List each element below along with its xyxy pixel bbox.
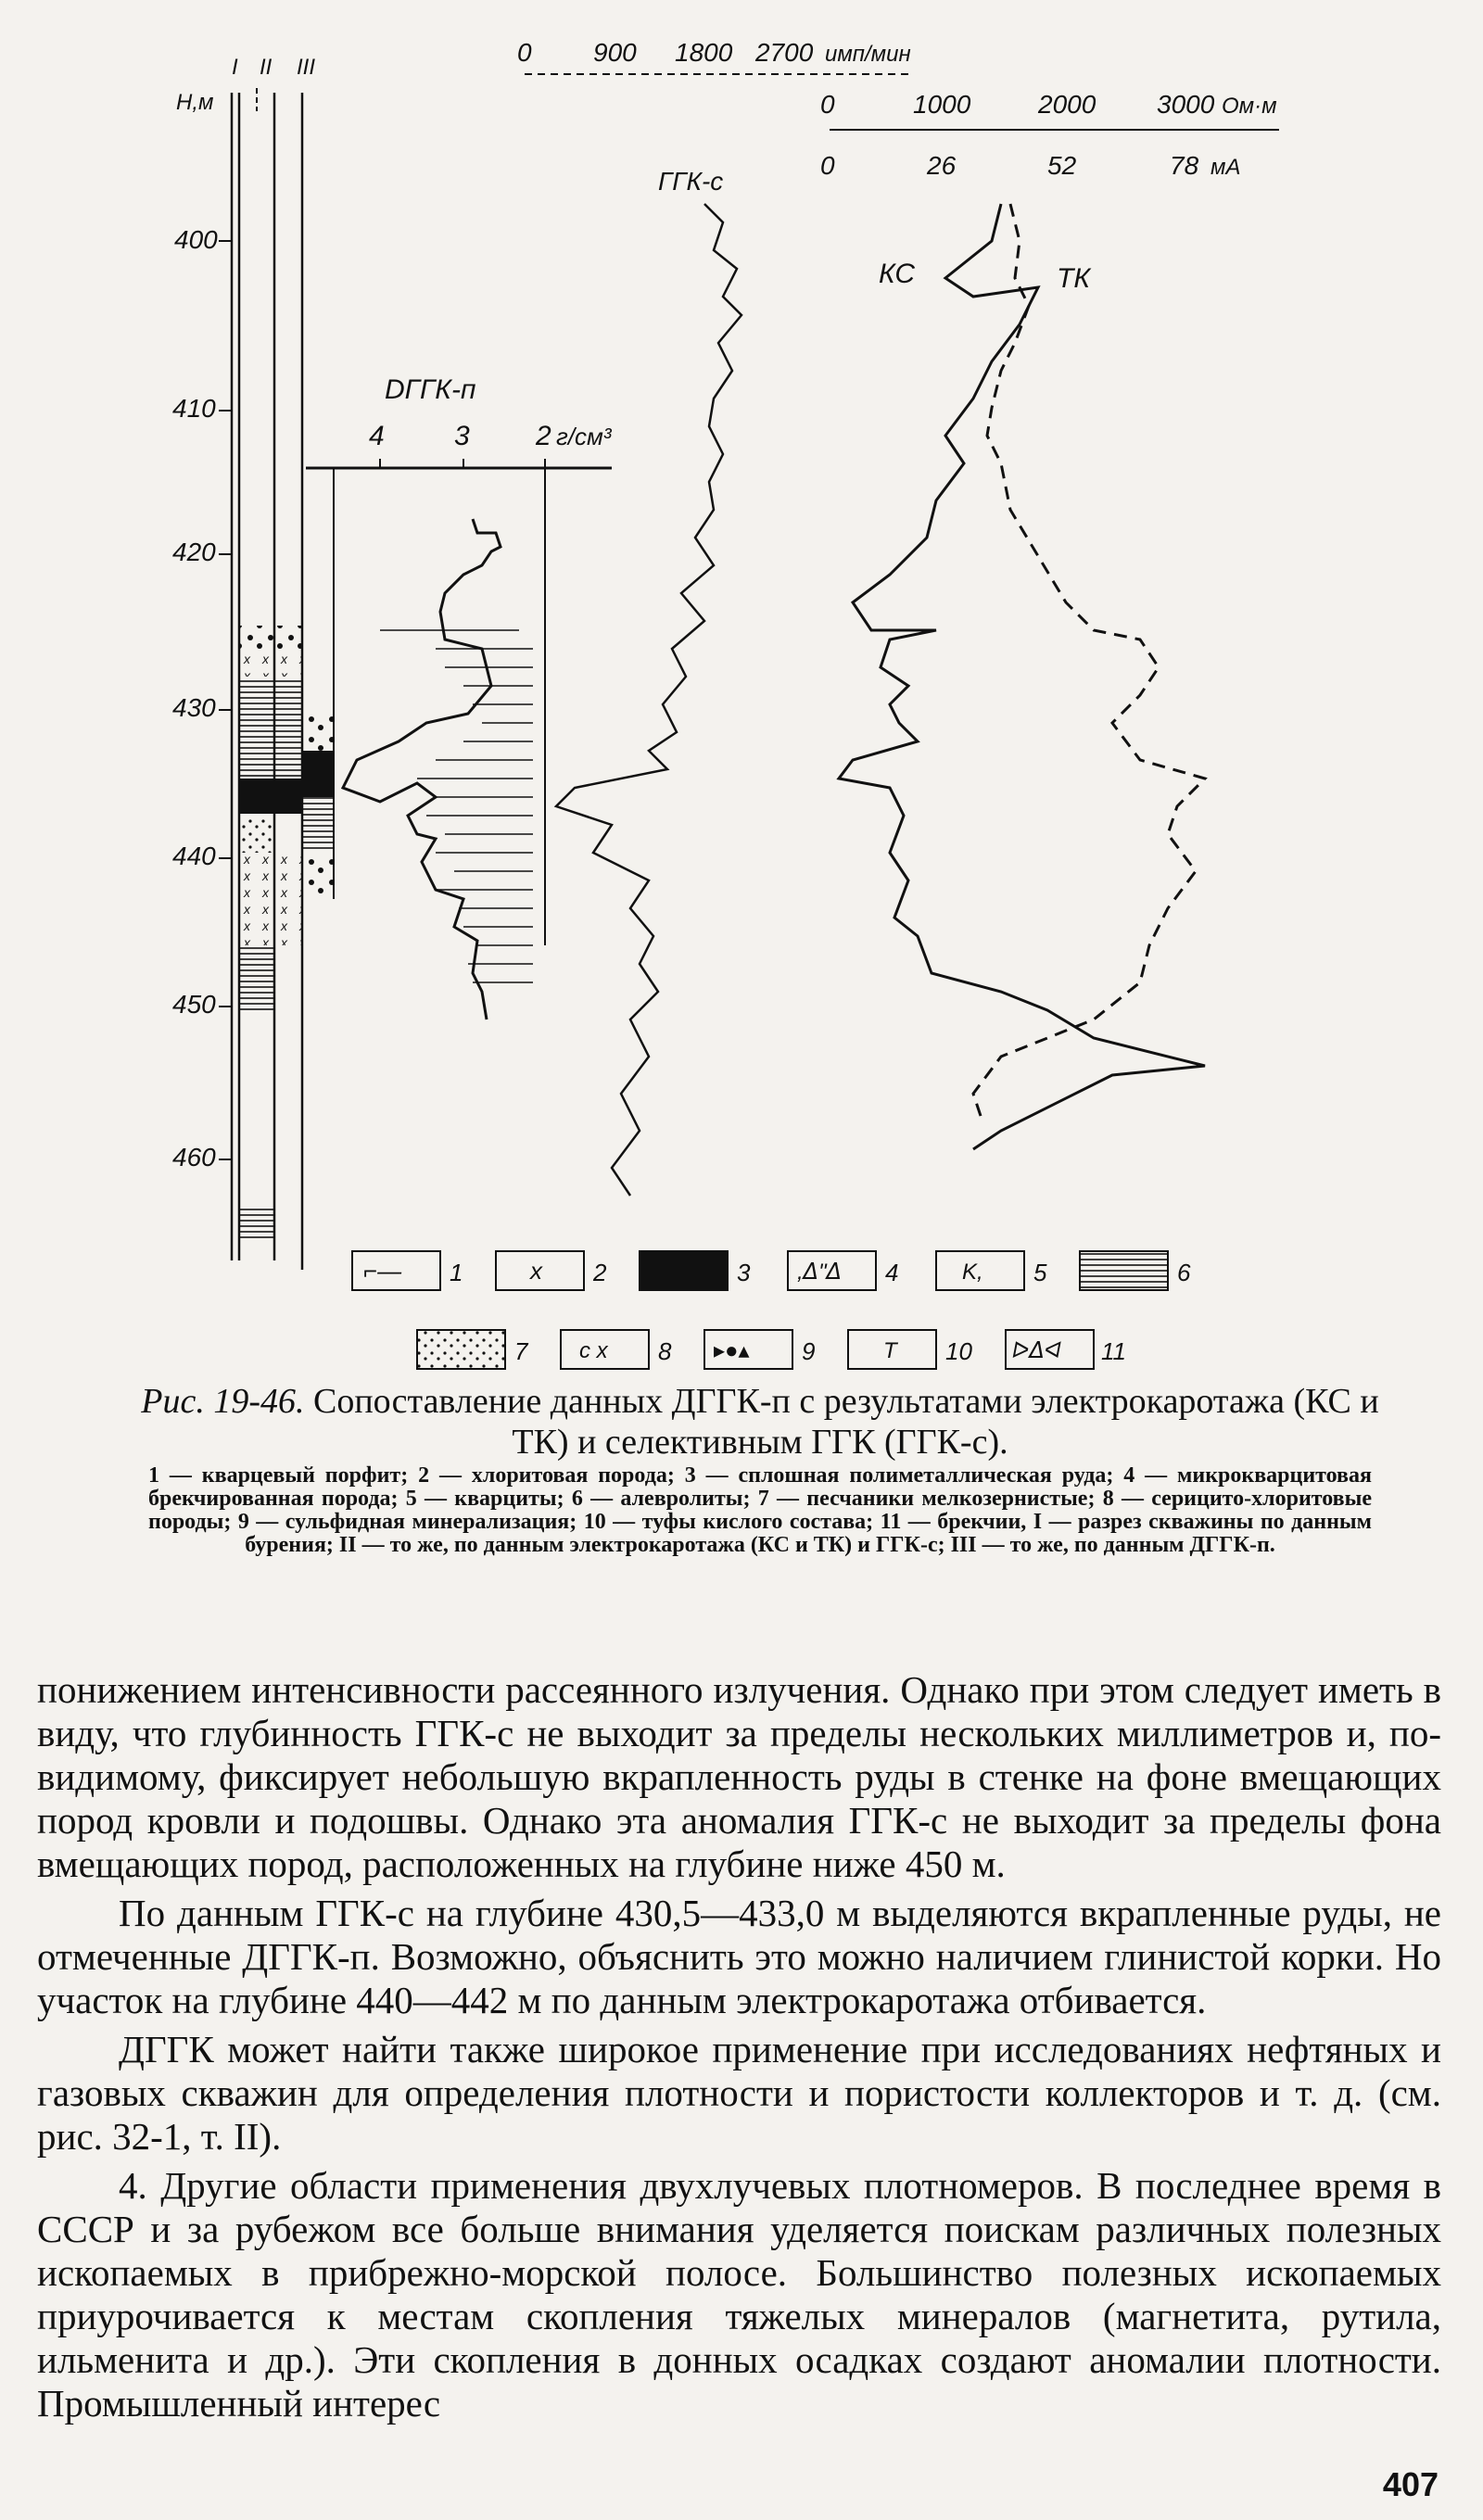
paragraph-3: ДГГК может найти также широкое применение при исследованиях нефтяных и газовых скважин для определения плотности и пористости коллекторов и т. д. (см. рис. 32-1, т. II). [37,2028,1441,2158]
caption-legend: 1 — кварцевый порфит; 2 — хлоритовая порода; 3 — сплошная полиметаллическая руда; 4 — микрокварцитовая брекчированная порода; 5 — кварциты; 6 — алевролиты; 7 — песчаники мелкозернистые; 8 — серицито-хлоритовые породы; 9 — сульфидная минерализация; 10 — туфы кислого состава; 11 — брекчии, I — разрез скважины по данным бурения; II — то же, по данным электрокаротажа (КС и ТК) и ГГК-с; III — то же, по данным ДГГК-п. [148,1463,1372,1557]
legend-item-11 [1006,1330,1126,1369]
scale-ohm [820,90,1279,130]
svg-text:3: 3 [737,1259,751,1286]
svg-text:мА: мА [1210,155,1241,180]
curve-ks [839,204,1205,1149]
depth-tick-410: 410 [172,394,216,423]
column-header-iii: III [297,55,316,80]
svg-text:x: x [530,1257,542,1285]
svg-text:▸●▴: ▸●▴ [714,1338,750,1363]
svg-text:1800: 1800 [675,38,733,67]
caption-title-text: Сопоставление данных ДГГК-п с результатами электрокаротажа (КС и ТК) и селективным ГГК (ГГК-с). [313,1382,1379,1462]
paragraph-4: 4. Другие области применения двухлучевых плотномеров. В последнее время в СССР и за рубежом все больше внимания уделяется поискам различных полезных ископаемых в прибрежно-морской полосе. Большинство полезных ископаемых приурочивается к местам скопления тяжелых минералов (магнетита, рутила, ильменита и др.). Эти скопления в донных осадках создают аномалии плотности. Промышленный интерес [37,2164,1441,2425]
legend-item-10 [848,1330,972,1369]
curve-label-tk: ТК [1057,263,1091,294]
caption-title [111,1381,1409,1463]
depth-tick-430: 430 [172,693,216,722]
column-header-ii: II [260,55,273,80]
svg-text:11: 11 [1101,1337,1126,1365]
svg-text:c x: c x [579,1338,608,1363]
depth-tick-400: 400 [174,225,218,254]
svg-text:,ᐃ"ᐃ: ,ᐃ"ᐃ [797,1260,843,1285]
svg-text:ᐅᐃᐊ: ᐅᐃᐊ [1012,1338,1062,1363]
caption-label: Рис. 19-46. [141,1382,305,1421]
svg-text:78: 78 [1170,151,1199,180]
svg-text:7: 7 [514,1337,528,1365]
svg-text:Ом·м: Ом·м [1222,94,1277,119]
svg-text:26: 26 [927,151,957,180]
curve-dggk-p [343,519,533,1019]
paragraph-2: По данным ГГК-с на глубине 430,5—433,0 м выделяются вкрапленные руды, не отмеченные ДГГК-п. Возможно, объяснить это можно наличием глинистой корки. Но участок на глубине 440—442 м по данным электрокаротажа отбивается. [37,1892,1441,2021]
curve-label-ggk-s: ГГК-с [658,167,724,196]
scale-imp [517,38,913,74]
svg-text:3: 3 [454,421,470,451]
legend-item-6 [1080,1251,1191,1290]
svg-text:9: 9 [802,1337,816,1365]
svg-text:T: T [883,1338,897,1363]
svg-text:52: 52 [1047,151,1077,180]
depth-tick-460: 460 [172,1143,216,1171]
legend-item-7 [417,1330,529,1369]
svg-text:имп/мин: имп/мин [825,42,911,67]
svg-text:1: 1 [450,1259,463,1286]
legend-item-8 [561,1330,672,1369]
svg-text:10: 10 [945,1337,972,1365]
figure-legend [352,1251,1191,1369]
legend-item-1 [352,1251,463,1290]
svg-text:г/см³: г/см³ [556,423,612,450]
page-number: 407 [1382,2465,1439,2503]
svg-text:900: 900 [593,38,637,67]
curve-label-ks: КС [879,259,916,289]
svg-text:K,: K, [962,1260,983,1285]
svg-text:8: 8 [658,1337,672,1365]
svg-text:4: 4 [885,1259,899,1286]
svg-text:4: 4 [369,421,385,451]
curve-ggk-s [556,167,742,1196]
svg-text:3000: 3000 [1157,90,1215,119]
legend-item-3 [640,1251,751,1290]
svg-text:⌐—: ⌐— [363,1257,402,1285]
column-headers [176,55,315,115]
depth-unit: Н,м [176,90,214,115]
svg-text:0: 0 [517,38,532,67]
body-text [37,1668,1441,2431]
svg-text:0: 0 [820,151,835,180]
depth-tick-420: 420 [172,538,216,566]
legend-item-2 [496,1251,607,1290]
lithology-columns [239,88,334,1270]
svg-text:1000: 1000 [913,90,971,119]
curve-label-dggk-p: DГГК-п [385,374,476,405]
svg-text:6: 6 [1177,1259,1191,1286]
paragraph-1: понижением интенсивности рассеянного излучения. Однако при этом следует иметь в виду, что глубинность ГГК-с не выходит за пределы нескольких миллиметров и, по-видимому, фиксирует небольшую вкрапленность руды в стенке на фоне вмещающих пород кровли и подошвы. Однако эта аномалия ГГК-с не выходит за пределы фона вмещающих пород, расположенных на глубине ниже 450 м. [37,1668,1441,1885]
legend-item-4 [788,1251,898,1290]
svg-text:2: 2 [536,421,551,451]
svg-text:5: 5 [1033,1259,1047,1286]
depth-tick-440: 440 [172,842,216,870]
scale-density [306,374,613,945]
svg-text:0: 0 [820,90,835,119]
column-header-i: I [232,55,238,80]
svg-text:2000: 2000 [1038,90,1096,119]
legend-item-5 [936,1251,1047,1290]
depth-tick-450: 450 [172,990,216,1019]
figure-caption [111,1381,1409,1463]
depth-axis [172,93,232,1260]
svg-text:2700: 2700 [755,38,814,67]
scale-ma [820,151,1240,180]
legend-item-9 [704,1330,815,1369]
svg-text:2: 2 [593,1259,607,1286]
